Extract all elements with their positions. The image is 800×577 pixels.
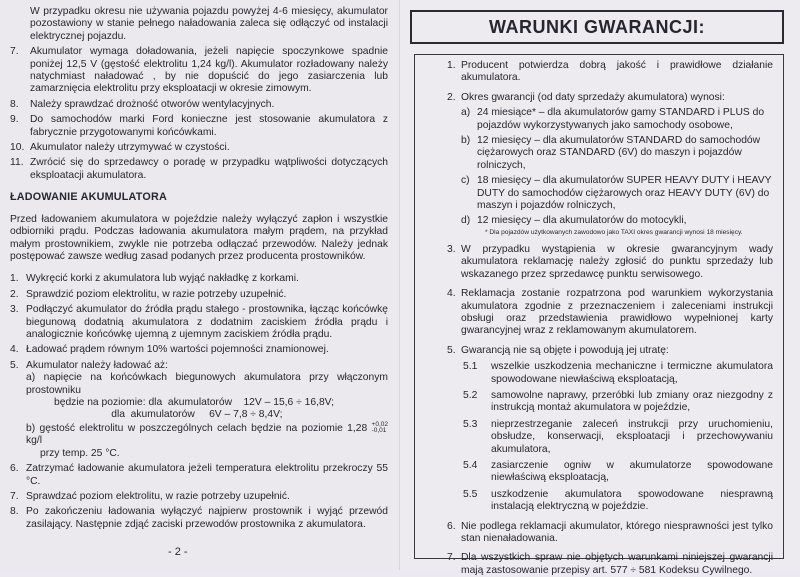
charging-step-3 [10, 304, 388, 341]
warranty-exclusion-text: zasiarczenie ogniw w akumulatorze spowodowane niewłaściwą eksploatacją, [491, 459, 773, 484]
tolerance-down: -0,01 [371, 427, 387, 435]
warranty-exclusion-text: uszkodzenie akumulatora spowodowane niesprawną instalacją elektryczną w pojeździe. [491, 488, 773, 513]
warranty-exclusions [461, 361, 773, 513]
charging-step-5: 5. Akumulator należy ładować aż: a) napięcie na końcówkach biegunowych akumulatora przy włączonym prostowniku będzie na poziomie: dla akumulatorów 12V – 15,6 ÷ 16,8V; dla akumulatorów 6V – 7,8 ÷ 8,4V; b) gęstość elektrolitu w poszczególnych celach będzie na poziomie 1,28 +0,02 -0,01 kg/l przy temp. 25 °C. [10, 359, 388, 459]
warranty-exclusion-number: 5.1 [463, 361, 478, 373]
step5-lead: Akumulator należy ładować aż: [26, 359, 168, 371]
warranty-exclusion-number: 5.5 [463, 488, 478, 500]
warranty-period-2 [461, 135, 773, 172]
maintenance-item-number: 10. [10, 142, 25, 154]
warranty-exclusion-number: 5.3 [463, 418, 478, 430]
warranty-period-text: 24 miesiące* – dla akumulatorów gamy STANDARD i PLUS do pojazdów wykorzystywanych jako samochody osobowe, [477, 107, 765, 131]
maintenance-item-text: Do samochodów marki Ford konieczne jest stosowanie akumulatora z fabrycznie przygotowanymi końcówkami. [30, 114, 388, 138]
warranty-item-2: 2. Okres gwarancji (od daty sprzedaży akumulatora) wynosi: a) 24 miesiące* – dla akumulatorów gamy STANDARD i PLUS do pojazdów wykorzystywanych jako samochody osobowe, b) 12 miesięcy – dla akumulatorów STANDARD do samochodów ciężarowych oraz STANDARD (6V) do maszyn i pojazdów rolniczych, c) 18 miesięcy – dla akumulatorów SUPER HEAVY DUTY i HEAVY DUTY do samochodów ciężarowych oraz HEAVY DUTY (6V) do maszyn i pojazdów rolniczych, d) 12 miesięcy – dla akumulatorów do motocykli, * Dla pojazdów użytkowanych zawodowo jako TAXI okres gwarancji wynosi 18 miesięcy. [447, 91, 772, 236]
warranty-item-1: 1. Producent potwierdza dobrą jakość i prawidłowe działanie akumulatora. [447, 60, 773, 84]
maintenance-item-4 [10, 114, 388, 139]
charging-step-number: 4. [10, 344, 19, 356]
charging-step-2 [10, 289, 388, 301]
voltage-row-12v: będzie na poziomie: dla akumulatorów 12V – 15,6 ÷ 16,8V; [54, 396, 335, 408]
charging-step-text: Wykręcić korki z akumulatora lub wyjąć nakładkę z korkami. [26, 273, 299, 285]
warranty-exclusion-5 [461, 489, 773, 514]
maintenance-item-2 [10, 46, 388, 96]
charging-step-after-1 [10, 463, 388, 488]
maintenance-item-text: Zwrócić się do sprzedawcy o poradę w przypadku wątpliwości dotyczących eksploatacji akumulatora. [30, 157, 388, 181]
charging-step-text: Sprawdzić poziom elektrolitu, w razie potrzeby uzupełnić. [26, 288, 287, 300]
charging-step-after-number: 8. [10, 506, 19, 518]
step5-temp: przy temp. 25 °C. [40, 447, 120, 459]
maintenance-list [10, 6, 388, 182]
right-page [400, 0, 800, 576]
warranty-period-number: b) [461, 135, 471, 147]
warranty-footnote: * Dla pojazdów użytkowanych zawodowo jako TAXI okres gwarancji wynosi 18 miesięcy. [485, 228, 743, 236]
warranty-period-text: 12 miesięcy – dla akumulatorów do motocykli, [477, 215, 687, 227]
step5-a-lead: a) napięcie na końcówkach biegunowych akumulatora przy włączonym prostowniku [26, 372, 388, 396]
charging-step-1 [10, 273, 388, 285]
warranty-period-text: 12 miesięcy – dla akumulatorów STANDARD do samochodów ciężarowych oraz STANDARD (6V) do maszyn i pojazdów rolniczych, [477, 135, 761, 171]
warranty-period-number: a) [461, 107, 471, 119]
warranty-exclusion-1 [461, 361, 773, 386]
maintenance-item-number: 11. [10, 157, 24, 169]
warranty-exclusion-text: wszelkie uszkodzenia mechaniczne i termiczne akumulatora spowodowane niewłaściwą eksploatacją, [491, 361, 773, 385]
charging-step-number: 3. [10, 304, 19, 316]
voltage-table [26, 397, 388, 422]
step5-b: b) gęstość elektrolitu w poszczególnych celach będzie na poziomie 1,28 +0,02 -0,01 kg/l przy temp. 25 °C. [26, 420, 388, 459]
charging-steps-after [10, 463, 388, 531]
charging-step-4 [10, 344, 388, 356]
warranty-period-number: c) [461, 175, 470, 187]
charging-step-after-number: 7. [10, 491, 19, 503]
warranty-item-3: 3. W przypadku wystąpienia w okresie gwarancyjnym wady akumulatora reklamację należy zgłosić do punktu sprzedaży lub wskazanego przez sprzedawcę punktu serwisowego. [447, 243, 773, 280]
maintenance-item-text: Akumulator należy utrzymywać w czystości. [30, 142, 230, 154]
charging-step-text: Podłączyć akumulator do źródła prądu stałego - prostownika, łącząc końcówkę biegunową dodatnią akumulatora z dodatnim zaciskiem źródła prądu i analogicznie końcówkę ujemną z ujemnym zaciskiem źródła prądu. [26, 304, 388, 340]
charging-step-after-number: 6. [10, 463, 19, 475]
warranty-exclusion-number: 5.2 [463, 389, 478, 401]
charging-step-after-2 [10, 491, 388, 503]
maintenance-item-text: Należy sprawdzać drożność otworów wentylacyjnych. [30, 98, 275, 110]
warranty-title: WARUNKI GWARANCJI: [410, 10, 784, 44]
left-page [0, 0, 400, 570]
warranty-period-1 [461, 107, 773, 132]
warranty-period-number: d) [461, 215, 471, 227]
charging-step-after-text: Po zakończeniu ładowania wyłączyć najpierw prostownik i wyjąć przewód zasilający. Następnie zdjąć zaciski przewodów prostownika z akumulatora. [26, 506, 388, 530]
maintenance-item-5 [10, 142, 388, 154]
warranty-period-3 [461, 175, 773, 212]
charging-steps [10, 273, 388, 356]
voltage-row-6v: dla akumulatorów 6V – 7,8 ÷ 8,4V; [54, 409, 283, 421]
warranty-item-7: 7. Dla wszystkich spraw nie objętych warunkami niniejszej gwarancji mają zastosowanie przepisy art. 577 ÷ 581 Kodeksu Cywilnego. [447, 552, 773, 576]
warranty-box [414, 54, 784, 576]
charging-intro: Przed ładowaniem akumulatora w pojeździe należy wyłączyć zapłon i wszystkie odbiorniki prądu. Podczas ładowania akumulatora małym prądem, na przykład małym prostownikiem, zwykle nie potrzeba odłączać przewodów. Należy jednak postępować zawsze według zasad podanych przez producenta prostowników. [10, 213, 388, 262]
charging-section-title: ŁADOWANIE AKUMULATORA [10, 191, 167, 204]
maintenance-item-6 [10, 157, 388, 182]
charging-step-text: Ładować prądem równym 10% wartości pojemności znamionowej. [26, 344, 329, 356]
warranty-period-4 [461, 215, 773, 227]
maintenance-item-number: 8. [10, 98, 19, 110]
warranty-item-4: 4. Reklamacja zostanie rozpatrzona pod warunkiem wykorzystania akumulatora zgodnie z przeznaczeniem i zaleceniami instrukcji obsługi oraz przedstawienia prawidłowo wypełnionej karty gwarancyjnej wraz z reklamowanym akumulatorem. [447, 288, 773, 337]
warranty-item-5: 5. Gwarancją nie są objęte i powodują jej utratę: 5.1 wszelkie uszkodzenia mechaniczne i termiczne akumulatora spowodowane niewłaściwą eksploatacją, 5.2 samowolne naprawy, przeróbki lub zmiany oraz niezgodny z instrukcją montaż akumulatora w pojeździe, 5.3 nieprzestrzeganie zaleceń instrukcji przy uruchomieniu, obsłudze, konserwacji, eksploatacji i przechowywaniu akumulatora, 5.4 zasiarczenie ogniw w akumulatorze spowodowane niewłaściwą eksploatacją, 5.5 uszkodzenie akumulatora spowodowane niesprawną instalacją elektryczną w pojeździe. [447, 344, 773, 513]
tolerance-up: +0,02 [371, 420, 388, 428]
maintenance-item-1 [10, 6, 388, 43]
maintenance-item-number: 7. [10, 46, 19, 58]
maintenance-item-3 [10, 99, 388, 111]
charging-step-after-text: Zatrzymać ładowanie akumulatora jeżeli temperatura elektrolitu przekroczy 55 °C. [26, 463, 388, 487]
maintenance-item-text: Akumulator wymaga doładowania, jeżeli napięcie spoczynkowe spadnie poniżej 12,5 V (gęstość elektrolitu 1,24 kg/l). Akumulator rozładowany należy natychmiast naładować , by nie dopuścić do jego zasiarczenia lub zamarznięcia elektrolitu przy eksploatacji w okresie zimowym. [30, 46, 388, 95]
warranty-exclusion-3 [461, 419, 773, 456]
charging-step-number: 1. [10, 273, 19, 285]
page-number: - 2 - [168, 546, 188, 558]
warranty-exclusion-4 [461, 460, 773, 485]
maintenance-item-text: W przypadku okresu nie używania pojazdu powyżej 4-6 miesięcy, akumulator pozostawiony w stanie pełnego naładowania zaleca się odłączyć od instalacji elektrycznej pojazdu. [30, 6, 388, 42]
charging-step-number: 2. [10, 288, 19, 300]
warranty-period-text: 18 miesięcy – dla akumulatorów SUPER HEAVY DUTY i HEAVY DUTY do samochodów ciężarowych oraz HEAVY DUTY (6V) do maszyn i pojazdów rolniczych, [477, 175, 772, 212]
charging-step-after-text: Sprawdzać poziom elektrolitu, w razie potrzeby uzupełnić. [26, 491, 290, 503]
charging-step-after-3 [10, 506, 388, 531]
warranty-exclusion-text: nieprzestrzeganie zaleceń instrukcji przy uruchomieniu, obsłudze, konserwacji, eksploatacji i przechowywaniu akumulatora, [491, 418, 773, 455]
maintenance-item-number: 9. [10, 114, 19, 126]
warranty-exclusion-2 [461, 390, 773, 415]
warranty-exclusion-number: 5.4 [463, 459, 478, 471]
warranty-item-6: 6. Nie podlega reklamacji akumulator, którego niesprawności jest tylko stan nienaładowania. [447, 520, 773, 544]
warranty-exclusion-text: samowolne naprawy, przeróbki lub zmiany oraz niezgodny z instrukcją montaż akumulatora w pojeździe, [491, 389, 773, 414]
warranty-periods [461, 107, 773, 228]
